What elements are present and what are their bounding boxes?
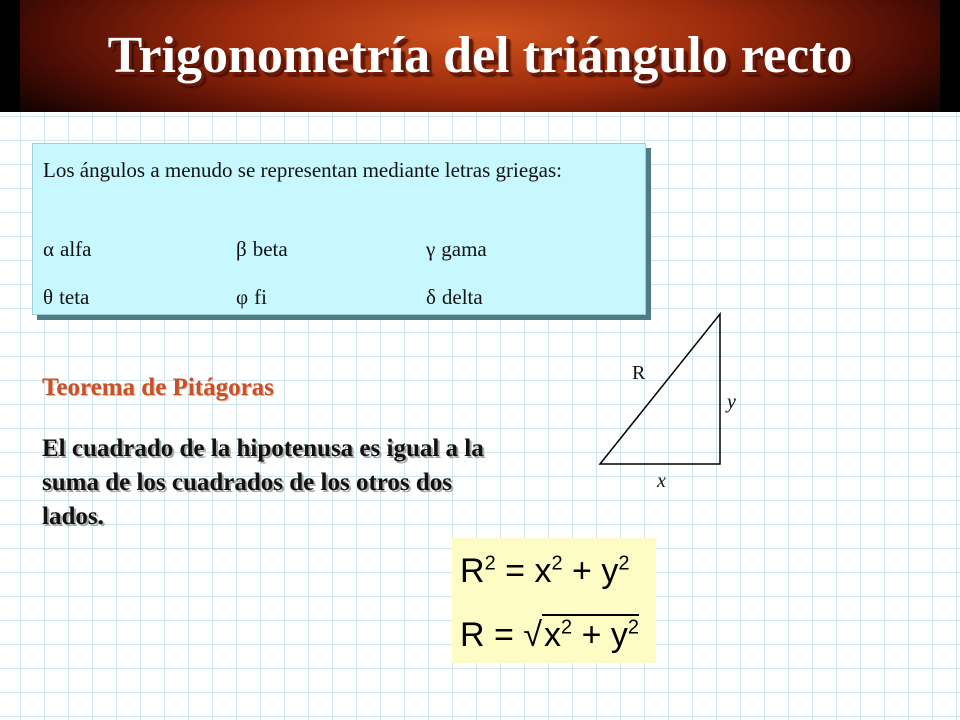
formula-squared: $R^2 = x^2 + y^2$	[460, 552, 630, 590]
greek-letter-alfa: α alfa	[43, 237, 92, 261]
right-triangle-diagram	[595, 306, 727, 468]
hypotenuse-label: R	[632, 362, 646, 384]
triangle-outline	[600, 314, 720, 464]
formula-radicand: $x^2 + y^2$	[544, 616, 640, 654]
pythagoras-formula-box	[452, 538, 656, 663]
sqrt-icon: √	[523, 616, 542, 654]
theorem-title: Teorema de Pitágoras	[42, 374, 274, 401]
greek-letter-beta: β beta	[236, 237, 288, 261]
page-title: Trigonometría del triángulo recto	[107, 27, 853, 84]
greek-letter-delta: δ delta	[426, 285, 483, 309]
greek-letter-gama: γ gama	[426, 237, 487, 261]
formula-root: $R = √x^2 + y^2$	[460, 616, 640, 654]
theorem-statement: El cuadrado de la hipotenusa es igual a la suma de los cuadrados de los otros dos lados.	[42, 435, 484, 530]
horizontal-side-label: x	[657, 470, 666, 492]
greek-intro-text: Los ángulos a menudo se representan mediante letras griegas:	[43, 158, 562, 182]
vertical-side-label: y	[727, 391, 736, 413]
title-bar	[0, 0, 960, 112]
greek-letters-box	[32, 143, 646, 315]
greek-letter-teta: θ teta	[43, 285, 90, 309]
greek-letter-fi: φ fi	[236, 285, 267, 309]
